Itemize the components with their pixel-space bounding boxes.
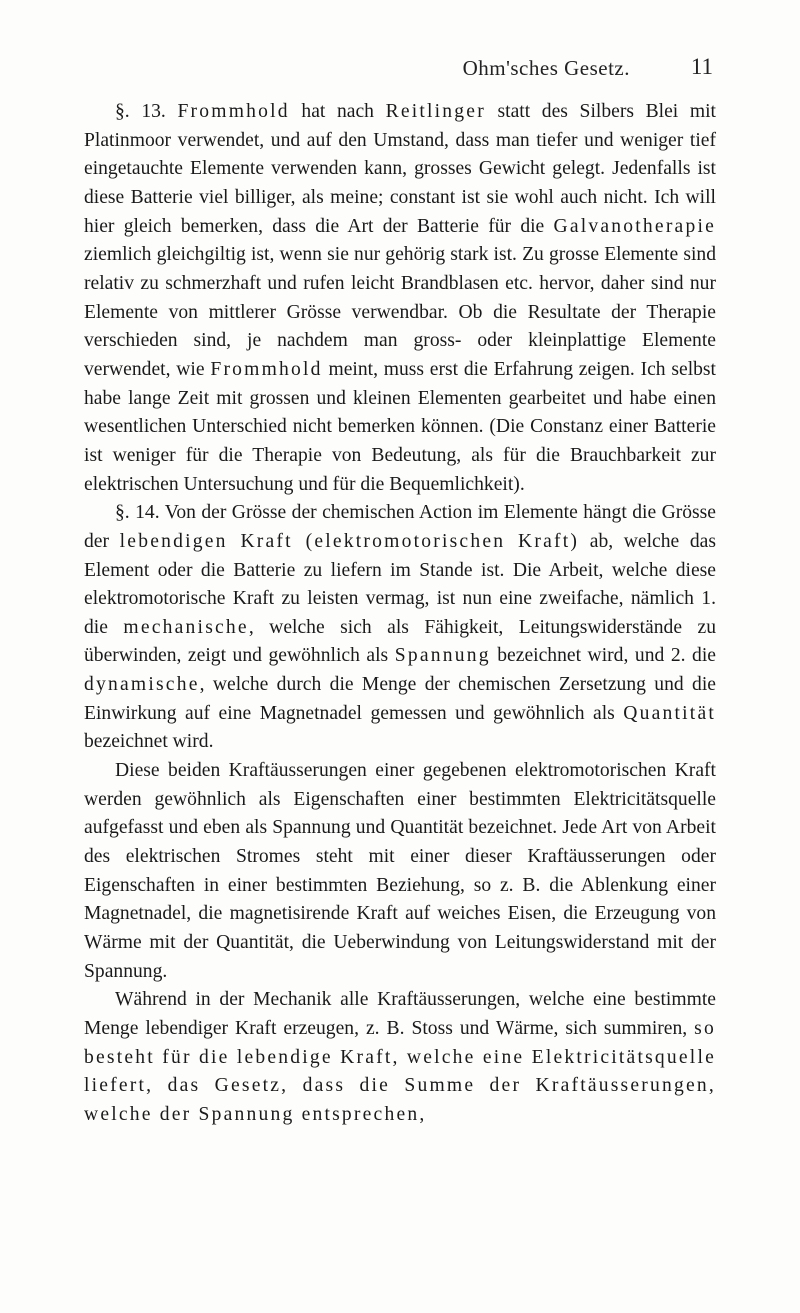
text-run: §. 14. Von der Grösse der chemischen Action im Elemente hängt die Grösse der: [84, 502, 716, 552]
emphasis-text: lebendigen Kraft (elektromotorischen Kraft): [119, 530, 580, 552]
text-run: hat nach: [289, 101, 386, 122]
text-run: , welche durch die Menge der chemischen Zersetzung und die Einwirkung auf eine Magnetnadel gemessen und gewöhnlich als: [84, 674, 716, 724]
text-run: , welche sich als Fähigkeit, Leitungswiderstände zu überwinden, zeigt und gewöhnlich als: [84, 616, 716, 667]
emphasis-text: Frommhold: [210, 358, 323, 380]
emphasis-text: Reitlinger: [385, 101, 486, 122]
text-run: ab, welche das Element oder die Batterie zu liefern im Stande ist. Die Arbeit, welche diese elektromotorische Kraft zu leisten vermag, ist nun eine zweifache, nämlich 1. die: [84, 530, 716, 638]
text-run: statt des Silbers Blei mit Platinmoor verwendet, und auf den Umstand, dass man tiefer und weniger tief eingetauchte Elemente verwenden kann, grosses Gewicht gelegt. Jedenfalls ist diese Batterie viel billiger, als meine; constant ist sie wohl auch nicht. Ich will hier gleich bemerken, dass die Art der Batterie für die: [84, 101, 716, 237]
emphasis-text: mechanische: [123, 616, 249, 638]
text-run: ziemlich gleichgiltig ist, wenn sie nur gehörig stark ist. Zu grosse Elemente sind relativ zu schmerzhaft und rufen leicht Brandblasen etc. hervor, daher sind nur Elemente von mittlerer Grösse verwendbar. Ob die Resultate der Therapie verschieden sind, je nachdem man gross- oder kleinplattige Elemente verwendet, wie: [84, 244, 716, 380]
emphasis-text: so besteht für die lebendige Kraft, welche eine Elektricitätsquelle liefert, das Gesetz, dass die Summe der Kraftäusserungen, welche der Spannung entsprechen,: [84, 1018, 716, 1125]
paragraph: [84, 499, 716, 757]
emphasis-text: Spannung: [394, 645, 491, 667]
paragraph: [84, 757, 716, 986]
text-run: Diese beiden Kraftäusserungen einer gegebenen elektromotorischen Kraft werden gewöhnlich als Eigenschaften einer bestimmten Elektricitätsquelle aufgefasst und eben als Spannung und Quantität bezeichnet. Jede Art von Arbeit des elektrischen Stromes steht mit einer dieser Kraftäusserungen oder Eigenschaften in einer bestimmten Beziehung, so z. B. die Ablenkung einer Magnetnadel, die magnetisirende Kraft auf weiches Eisen, die Erzeugung von Wärme mit der Quantität, die Ueberwindung von Leitungswiderstand mit der Spannung.: [84, 760, 716, 982]
text-run: meint, muss erst die Erfahrung zeigen. Ich selbst habe lange Zeit mit grossen und kleinen Elementen gearbeitet und habe einen wesentlichen Unterschied nicht bemerken können. (Die Constanz einer Batterie ist weniger für die Therapie von Bedeutung, als für die Brauchbarkeit zur elektrischen Untersuchung und für die Bequemlichkeit).: [84, 358, 717, 495]
text-run: Während in der Mechanik alle Kraftäusserungen, welche eine bestimmte Menge lebendiger Kraft erzeugen, z. B. Stoss und Wärme, sich summiren,: [84, 989, 716, 1039]
page-number: 11: [690, 54, 713, 79]
emphasis-text: dynamische: [84, 674, 200, 696]
text-run: bezeichnet wird, und 2. die: [490, 645, 716, 667]
page-body: [84, 98, 716, 1130]
running-title: Ohm'sches Gesetz.: [462, 56, 630, 80]
emphasis-text: Quantität: [623, 702, 716, 724]
emphasis-text: Galvanotherapie: [553, 215, 716, 237]
paragraph: [84, 986, 716, 1129]
text-run: §. 13.: [115, 101, 178, 122]
text-run: bezeichnet wird.: [84, 731, 214, 753]
emphasis-text: Frommhold: [177, 101, 290, 122]
paragraph: [84, 98, 716, 499]
